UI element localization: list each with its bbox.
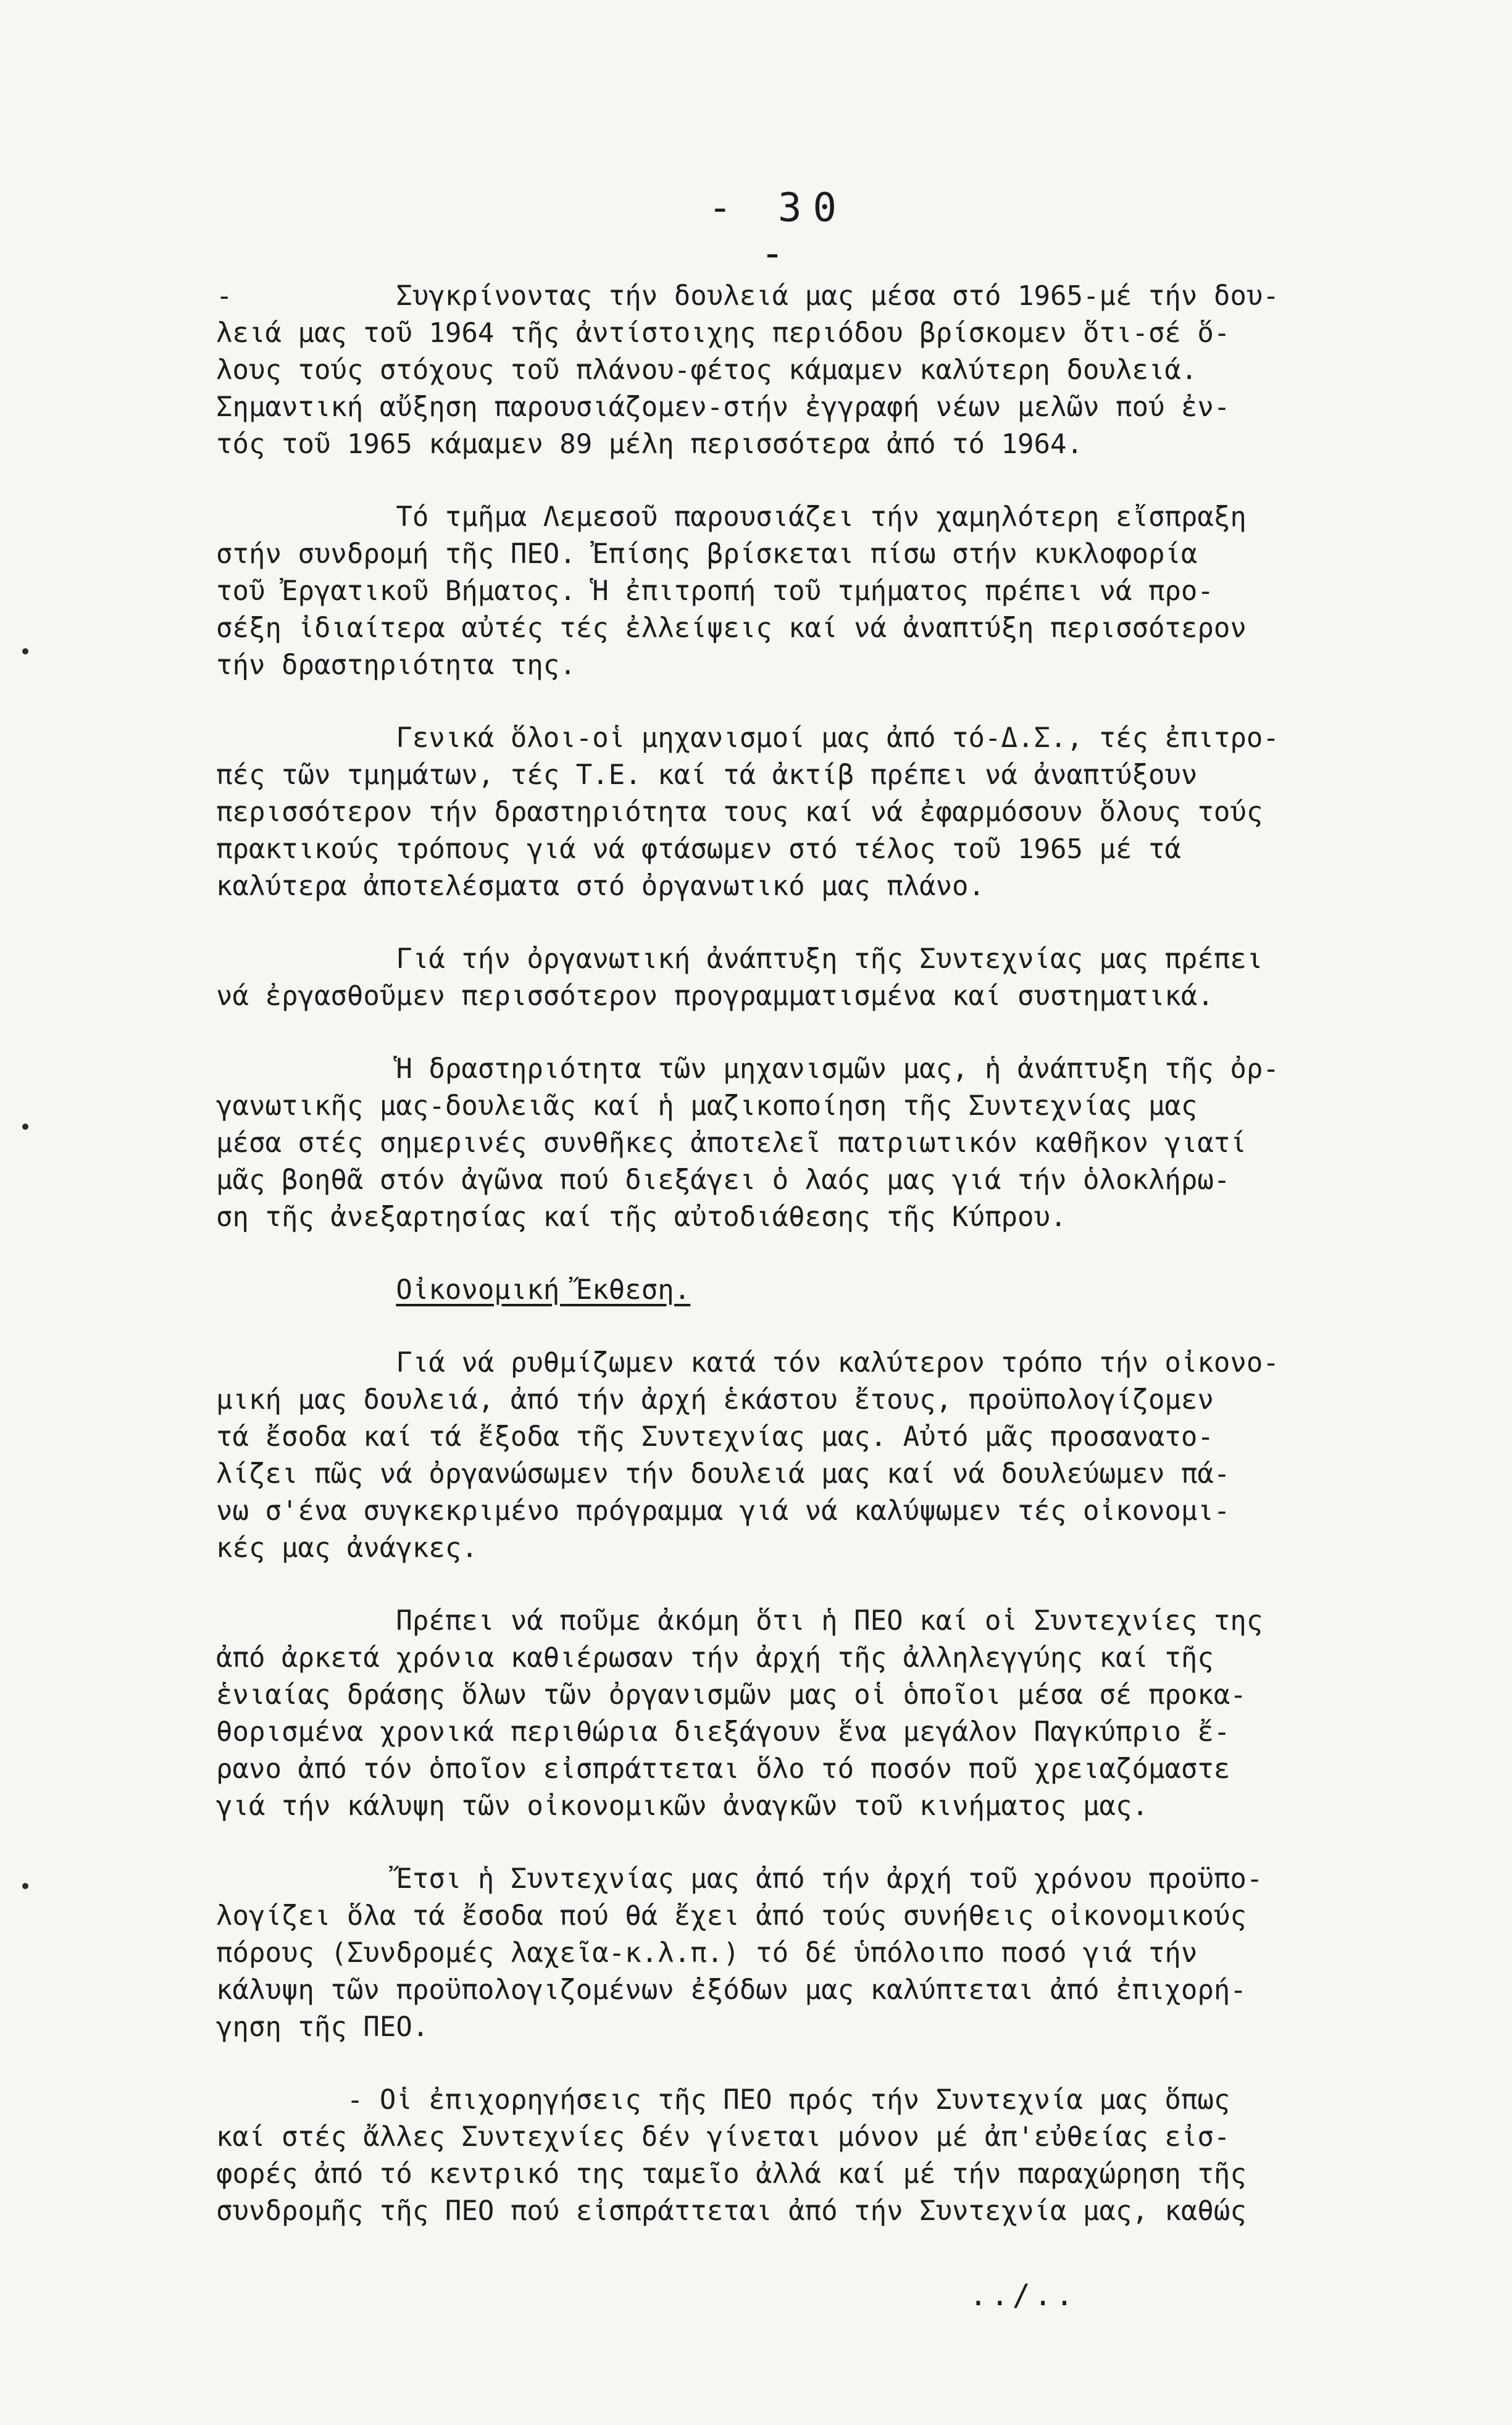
- margin-dot-mark: [22, 1883, 28, 1889]
- text-line: νά ἐργασθοῦμεν περισσότερον προγραμματισμένα καί συστηματικά.: [216, 980, 1214, 1012]
- text-line: τήν δραστηριότητα της.: [216, 649, 576, 681]
- text-line: πές τῶν τμημάτων, τές Τ.Ε. καί τά ἀκτίβ πρέπει νά ἀναπτύξουν: [216, 759, 1198, 791]
- paragraph-gap: [216, 684, 1352, 720]
- text-line: ἑνιαίας δράσης ὅλων τῶν ὀργανισμῶν μας οἱ ὁποῖοι μέσα σέ προκα-: [216, 1679, 1247, 1711]
- paragraph-gap: [216, 463, 1352, 499]
- body-text: [216, 278, 1352, 2230]
- text-line: Ἔτσι ἡ Συντεχνίας μας ἀπό τήν ἀρχή τοῦ χρόνου προϋπο-: [216, 1863, 1263, 1895]
- text-line: ση τῆς ἀνεξαρτησίας καί τῆς αὐτοδιάθεσης τῆς Κύπρου.: [216, 1201, 1067, 1233]
- section-heading: Οἰκονομική Ἔκθεση.: [396, 1274, 691, 1306]
- continuation-mark: ../..: [969, 2278, 1077, 2313]
- text-line: πόρους (Συνδρομές λαχεῖα-κ.λ.π.) τό δέ ὑπόλοιπο ποσό γιά τήν: [216, 1937, 1198, 1969]
- text-line: λους τούς στόχους τοῦ πλάνου-φέτος κάμαμεν καλύτερη δουλειά.: [216, 354, 1198, 386]
- paragraph: [216, 499, 1352, 684]
- text-line: Γενικά ὅλοι-οἱ μηχανισμοί μας ἀπό τό-Δ.Σ., τές ἐπιτρο-: [216, 722, 1279, 754]
- text-line: τοῦ Ἐργατικοῦ Βήματος. Ἡ ἐπιτροπή τοῦ τμήματος πρέπει νά προ-: [216, 575, 1214, 607]
- paragraph-gap: [216, 1015, 1352, 1051]
- text-line: ρανο ἀπό τόν ὁποῖον εἰσπράττεται ὅλο τό ποσόν ποῦ χρειαζόμαστε: [216, 1753, 1230, 1785]
- section-heading-block: [216, 1272, 1352, 1309]
- text-line: θορισμένα χρονικά περιθώρια διεξάγουν ἕνα μεγάλον Παγκύπριο ἔ-: [216, 1716, 1230, 1748]
- text-line: ἀπό ἀρκετά χρόνια καθιέρωσαν τήν ἀρχή τῆς ἀλληλεγγύης καί τῆς: [216, 1642, 1214, 1674]
- text-line: συνδρομῆς τῆς ΠΕΟ πού εἰσπράττεται ἀπό τήν Συντεχνία μας, καθώς: [216, 2195, 1247, 2227]
- text-line: νω σ'ένα συγκεκριμένο πρόγραμμα γιά νά καλύψωμεν τές οἰκονομι-: [216, 1495, 1230, 1527]
- text-line: Γιά νά ρυθμίζωμεν κατά τόν καλύτερον τρόπο τήν οἰκονο-: [216, 1347, 1279, 1379]
- paragraph: [216, 278, 1352, 463]
- paragraph-gap: [216, 905, 1352, 941]
- text-line: περισσότερον τήν δραστηριότητα τους καί νά ἐφαρμόσουν ὅλους τούς: [216, 796, 1263, 828]
- paragraph: [216, 1051, 1352, 1236]
- text-line: καλύτερα ἀποτελέσματα στό ὀργανωτικό μας πλάνο.: [216, 870, 985, 902]
- paragraph: [216, 941, 1352, 1015]
- paragraph: [216, 1345, 1352, 1567]
- text-line: κάλυψη τῶν προϋπολογιζομένων ἐξόδων μας καλύπτεται ἀπό ἐπιχορή-: [216, 1974, 1247, 2006]
- text-line: γηση τῆς ΠΕΟ.: [216, 2011, 429, 2043]
- paragraph-gap: [216, 1236, 1352, 1272]
- margin-dot-mark: [22, 648, 28, 654]
- paragraph: [216, 720, 1352, 905]
- text-line: τά ἔσοδα καί τά ἔξοδα τῆς Συντεχνίας μας. Αὐτό μᾶς προσανατο-: [216, 1421, 1214, 1453]
- text-line: - Συγκρίνοντας τήν δουλειά μας μέσα στό 1965-μέ τήν δου-: [216, 280, 1279, 312]
- text-line: σέξη ἰδιαίτερα αὐτές τές ἐλλείψεις καί νά ἀναπτύξη περισσότερον: [216, 612, 1247, 644]
- text-line: κές μας ἀνάγκες.: [216, 1532, 478, 1564]
- text-line: - Οἱ ἐπιχορηγήσεις τῆς ΠΕΟ πρός τήν Συντεχνία μας ὅπως: [216, 2084, 1230, 2116]
- text-line: Ἡ δραστηριότητα τῶν μηχανισμῶν μας, ἡ ἀνάπτυξη τῆς ὀρ-: [216, 1053, 1279, 1085]
- text-line: λογίζει ὅλα τά ἔσοδα πού θά ἔχει ἀπό τούς συνήθεις οἰκονομικούς: [216, 1900, 1247, 1932]
- paragraph: [216, 1603, 1352, 1825]
- text-line: μέσα στές σημερινές συνθῆκες ἀποτελεῖ πατριωτικόν καθῆκον γιατί: [216, 1127, 1247, 1159]
- paragraph-gap: [216, 1825, 1352, 1861]
- text-line: φορές ἀπό τό κεντρικό της ταμεῖο ἀλλά καί μέ τήν παραχώρηση τῆς: [216, 2158, 1247, 2190]
- text-line: πρακτικούς τρόπους γιά νά φτάσωμεν στό τέλος τοῦ 1965 μέ τά: [216, 833, 1181, 865]
- text-line: καί στές ἄλλες Συντεχνίες δέν γίνεται μόνον μέ ἀπ'εὐθείας εἰσ-: [216, 2121, 1230, 2153]
- section-heading-line: [216, 1272, 1352, 1309]
- text-line: γανωτικῆς μας-δουλειᾶς καί ἡ μαζικοποίηση τῆς Συντεχνίας μας: [216, 1090, 1198, 1122]
- text-line: μική μας δουλειά, ἀπό τήν ἀρχή ἑκάστου ἔτους, προϋπολογίζομεν: [216, 1384, 1214, 1416]
- text-line: λίζει πῶς νά ὀργανώσωμεν τήν δουλειά μας καί νά δουλεύωμεν πά-: [216, 1458, 1230, 1490]
- margin-dot-mark: [22, 1124, 28, 1130]
- text-line: Πρέπει νά ποῦμε ἀκόμη ὅτι ἡ ΠΕΟ καί οἱ Συντεχνίες της: [216, 1605, 1263, 1637]
- text-line: λειά μας τοῦ 1964 τῆς ἀντίστοιχης περιόδου βρίσκομεν ὅτι-σέ ὅ-: [216, 317, 1230, 349]
- page-number: - 30 -: [708, 185, 848, 277]
- text-line: Σημαντική αὔξηση παρουσιάζομεν-στήν ἐγγραφή νέων μελῶν πού ἐν-: [216, 391, 1230, 423]
- paragraph-gap: [216, 1567, 1352, 1603]
- paragraph-gap: [216, 1309, 1352, 1345]
- paragraph: [216, 1861, 1352, 2046]
- text-line: τός τοῦ 1965 κάμαμεν 89 μέλη περισσότερα ἀπό τό 1964.: [216, 428, 1083, 460]
- paragraph: [216, 2082, 1352, 2230]
- paragraph-gap: [216, 2046, 1352, 2082]
- text-line: γιά τήν κάλυψη τῶν οἰκονομικῶν ἀναγκῶν τοῦ κινήματος μας.: [216, 1790, 1148, 1822]
- text-line: στήν συνδρομή τῆς ΠΕΟ. Ἐπίσης βρίσκεται πίσω στήν κυκλοφορία: [216, 538, 1198, 570]
- text-line: μᾶς βοηθᾶ στόν ἀγῶνα πού διεξάγει ὁ λαός μας γιά τήν ὁλοκλήρω-: [216, 1164, 1230, 1196]
- text-line: Γιά τήν ὀργανωτική ἀνάπτυξη τῆς Συντεχνίας μας πρέπει: [216, 943, 1263, 975]
- text-line: Τό τμῆμα Λεμεσοῦ παρουσιάζει τήν χαμηλότερη εἴσπραξη: [216, 501, 1247, 533]
